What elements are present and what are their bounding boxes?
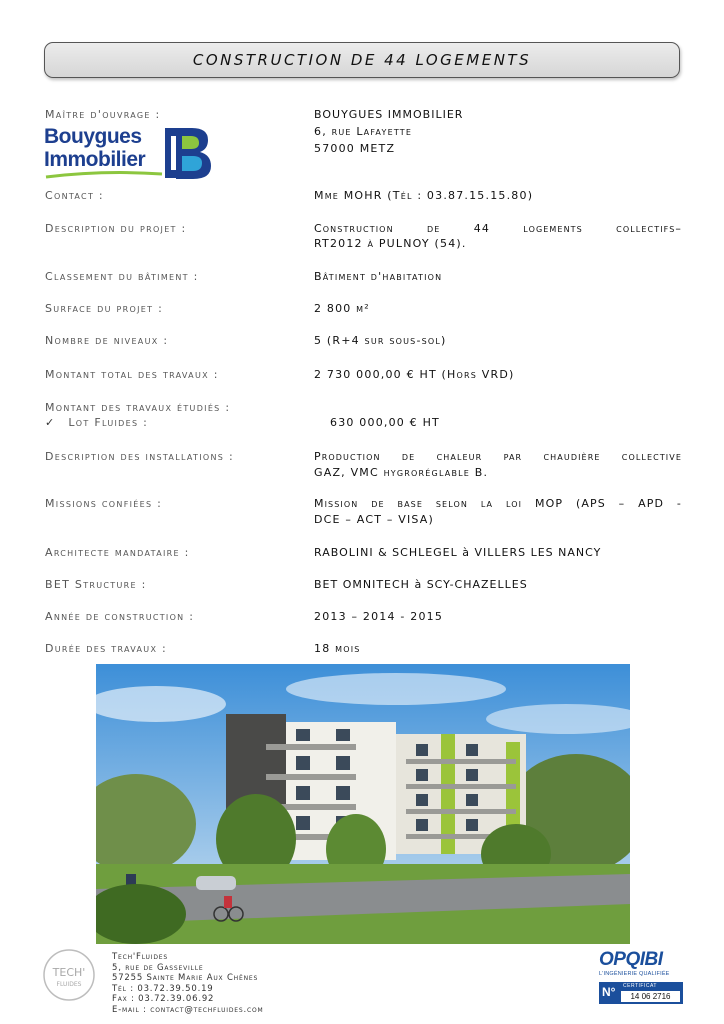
duree-label: Durée des travaux : xyxy=(45,642,168,655)
description-line1: Construction de 44 logements collectifs– xyxy=(314,222,682,235)
title-banner xyxy=(44,42,680,78)
lot-fluides-item xyxy=(45,416,148,429)
company-address-block xyxy=(112,952,263,1015)
bet-label: BET Structure : xyxy=(45,578,147,591)
company-fax: Fax : 03.72.39.06.92 xyxy=(112,994,215,1004)
missions-label: Missions confiées : xyxy=(45,497,163,510)
lot-value: 630 000,00 € HT xyxy=(330,416,440,429)
duree-value: 18 mois xyxy=(314,642,361,655)
client-address-line2: 57000 METZ xyxy=(314,142,396,155)
cert-number: 14 06 2716 xyxy=(621,991,680,1002)
client-name: BOUYGUES IMMOBILIER xyxy=(314,108,464,121)
annee-label: Année de construction : xyxy=(45,610,195,623)
contact-label: Contact : xyxy=(45,189,104,202)
svg-text:FLUIDES: FLUIDES xyxy=(56,981,82,988)
company-email[interactable]: E-mail : contact@techfluides.com xyxy=(112,1004,264,1015)
installations-label: Description des installations : xyxy=(45,450,234,463)
cert-number-prefix: N° xyxy=(602,985,616,999)
installations-line1: Production de chaleur par chaudière collective xyxy=(314,450,682,463)
missions-line1: Mission de base selon la loi MOP (APS – APD - xyxy=(314,497,682,510)
architecte-value: RABOLINI & SCHLEGEL à VILLERS LES NANCY xyxy=(314,546,602,559)
classement-value: Bâtiment d'habitation xyxy=(314,270,443,283)
page-title: CONSTRUCTION DE 44 LOGEMENTS xyxy=(192,51,532,69)
company-name: Tech'Fluides xyxy=(112,952,168,962)
cert-label: CERTIFICAT xyxy=(623,983,657,989)
company-street: 5, rue de Gasseville xyxy=(112,962,204,973)
opqibi-tagline: L'INGÉNIERIE QUALIFIÉE xyxy=(599,971,670,977)
niveaux-value: 5 (R+4 sur sous-sol) xyxy=(314,334,447,347)
building-rendering-image xyxy=(96,664,630,944)
contact-value: Mme MOHR (Tél : 03.87.15.15.80) xyxy=(314,189,534,202)
surface-value: 2 800 m² xyxy=(314,302,370,315)
niveaux-label: Nombre de niveaux : xyxy=(45,334,169,347)
missions-line2: DCE – ACT – VISA) xyxy=(314,513,434,526)
company-city: 57255 Sainte Marie Aux Chênes xyxy=(112,973,259,983)
checkmark-icon: ✓ xyxy=(45,416,56,429)
montant-etudies-label: Montant des travaux étudiés : xyxy=(45,401,231,414)
installations-line2: GAZ, VMC hygroréglable B. xyxy=(314,466,489,479)
opqibi-brand: OPQIBI xyxy=(599,949,663,970)
company-tel: Tél : 03.72.39.50.19 xyxy=(112,983,214,994)
montant-total-value: 2 730 000,00 € HT (Hors VRD) xyxy=(314,368,515,381)
bouygues-immobilier-logo: Bouygues Immobilier xyxy=(44,122,214,182)
opqibi-certificate-logo xyxy=(599,950,683,1006)
classement-label: Classement du bâtiment : xyxy=(45,270,199,283)
client-label: Maître d'ouvrage : xyxy=(45,108,161,121)
techfluides-logo xyxy=(42,948,96,1002)
annee-value: 2013 – 2014 - 2015 xyxy=(314,610,444,623)
architecte-label: Architecte mandataire : xyxy=(45,546,190,559)
surface-label: Surface du projet : xyxy=(45,302,164,315)
bet-value: BET OMNITECH à SCY-CHAZELLES xyxy=(314,578,528,591)
description-line2: RT2012 à PULNOY (54). xyxy=(314,237,467,250)
description-label: Description du projet : xyxy=(45,222,187,235)
lot-label: Lot Fluides : xyxy=(68,416,149,429)
client-address-line1: 6, rue Lafayette xyxy=(314,125,413,138)
svg-text:TECH': TECH' xyxy=(52,966,86,979)
montant-total-label: Montant total des travaux : xyxy=(45,368,219,381)
